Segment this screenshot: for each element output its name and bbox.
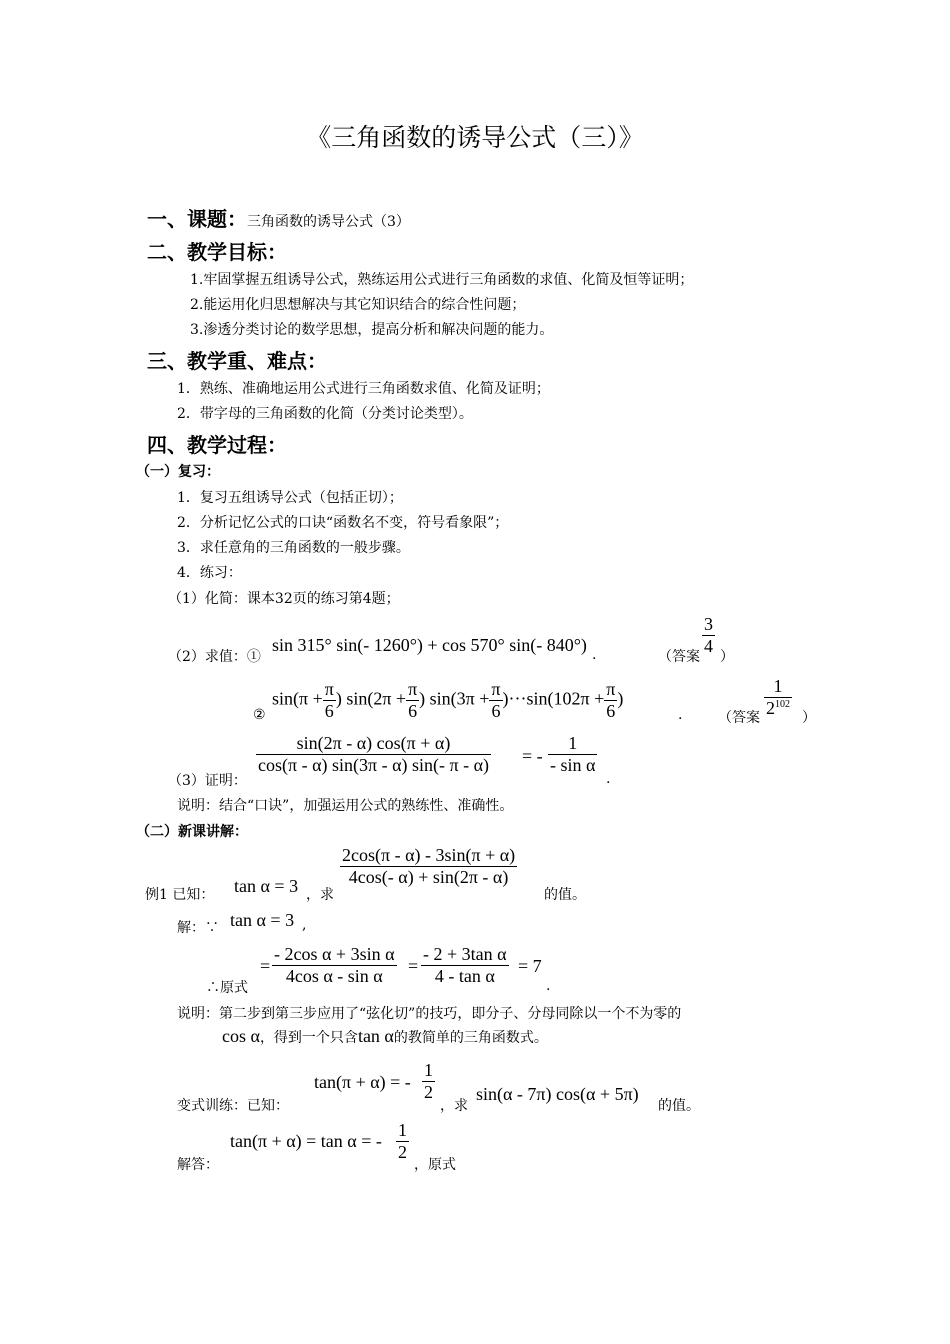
denominator: - sin α [550,755,596,775]
denominator: cos(π - α) sin(3π - α) sin(- π - α) [258,755,490,775]
numerator: - 2 + 3tan α [423,944,507,964]
solution-original: ∴原式 [206,980,248,996]
solution-fraction-2 [421,944,509,987]
variant-condition: tan(π + α) = - [314,1072,411,1092]
period: . [592,647,597,663]
note: 说明：第二步到第三步应用了“弦化切”的技巧，即分子、分母同除以一个不为零的 [177,1006,682,1022]
note: 说明：结合“口诀”，加强运用公式的熟练性、准确性。 [177,798,514,814]
list-item: 2.能运用化归思想解决与其它知识结合的综合性问题； [190,297,526,313]
variant-mid: ，求 [440,1098,468,1114]
answer-suffix: ） [802,710,816,726]
period: . [606,771,611,787]
rhs-fraction [548,733,597,776]
circled-two: ② [253,707,266,723]
subsection-heading: （二）新课讲解： [136,824,248,840]
list-item: 2．分析记忆公式的口诀“函数名不变，符号看象限”； [177,515,509,531]
numerator: - 2cos α + 3sin α [274,944,395,964]
math-expression-product: sin(π + $\frac{\pi}{6}$ ) sin(2π + $\frac{\pi}{6}$ ) sin(3π + $\frac{\pi}{6}$ )···sin(102π + $\frac{\pi}{6}$ ) [272,679,624,721]
numerator: 1 [764,676,792,698]
section-topic [147,203,410,232]
solution-label: 解：∵ [177,920,219,936]
proof-label: （3）证明： [168,773,247,789]
numerator: sin(2π - α) cos(π + α) [256,733,491,755]
variant-expression: sin(α - 7π) cos(α + 5π) [476,1084,639,1104]
answer-prefix: （答案 [658,649,700,665]
note-line-2 [222,1026,548,1047]
section-heading: 二、教学目标： [147,240,287,264]
denominator: $2^{102}$ [766,698,790,718]
math-expression: sin 315° sin(- 1260°) + cos 570° sin(- 840°) [272,635,587,655]
list-item: 3.渗透分类讨论的数学思想，提高分析和解决问题的能力。 [190,322,554,338]
math-inline: tan α [357,1026,394,1046]
denominator: 2 [424,1082,433,1102]
practice-label: （2）求值：① [168,649,261,665]
section-heading: 四、教学过程： [147,433,287,457]
list-item: 4．练习： [177,565,242,581]
variant-label: 变式训练：已知： [177,1098,289,1114]
comma: , [302,917,307,933]
subsection-heading: （一）复习： [136,464,220,480]
answer-expression: tan(π + α) = tan α = - [230,1131,382,1151]
practice-item: （1）化简：课本32页的练习第4题； [168,591,400,607]
section-heading: 三、教学重、难点： [147,349,327,373]
denominator: 4cos α - sin α [285,966,383,986]
answer-fraction [764,676,792,719]
answer-end: ，原式 [414,1157,456,1173]
numerator: 1 [548,733,597,755]
solution-fraction-1 [272,944,397,987]
example-condition: tan α = 3 [234,876,299,896]
numerator: 1 [424,1060,433,1080]
list-item: 1．熟练、准确地运用公式进行三角函数求值、化简及证明； [177,381,550,397]
equals: = [260,956,271,976]
answer-suffix: ） [720,649,734,665]
example-end: 的值。 [544,887,586,903]
note-text: ，得到一个只含 [259,1030,358,1046]
list-item: 3．求任意角的三角函数的一般步骤。 [177,540,410,556]
period: . [678,707,683,723]
variant-end: 的值。 [658,1098,700,1114]
note-text: 的教简单的三角函数式。 [393,1030,548,1046]
denominator: 4cos(- α) + sin(2π - α) [348,867,509,887]
answer-prefix: （答案 [718,710,760,726]
answer-label: 解答： [177,1157,219,1173]
example-fraction [340,845,517,888]
equals: = [408,956,419,976]
variant-fraction [422,1060,435,1103]
answer-fraction [702,614,715,657]
math-inline: cos α [222,1026,260,1046]
denominator: 4 [704,636,713,656]
section-heading: 一、课题： [147,207,247,231]
list-item: 1．复习五组诱导公式（包括正切）； [177,490,403,506]
numerator: 2cos(π - α) - 3sin(π + α) [342,845,516,865]
proof-fraction [256,733,491,776]
numerator: 3 [704,614,713,634]
exponent: 102 [775,699,790,710]
solution-condition: tan α = 3 [230,910,295,930]
list-item: 2．带字母的三角函数的化简（分类讨论类型）。 [177,406,473,422]
denominator: 2 [398,1142,407,1162]
solution-result: = 7 [518,956,542,976]
answer-fraction [396,1120,409,1163]
example-mid: ，求 [306,887,334,903]
period: . [546,978,551,994]
denominator: 4 - tan α [434,966,495,986]
section-text: 三角函数的诱导公式（3） [247,214,410,230]
equals-minus: = - [522,746,543,766]
list-item: 1.牢固掌握五组诱导公式，熟练运用公式进行三角函数的求值、化简及恒等证明； [190,272,694,288]
numerator: 1 [398,1120,407,1140]
example-label: 例1 已知： [145,887,215,903]
page-title: 《三角函数的诱导公式（三）》 [306,123,644,152]
